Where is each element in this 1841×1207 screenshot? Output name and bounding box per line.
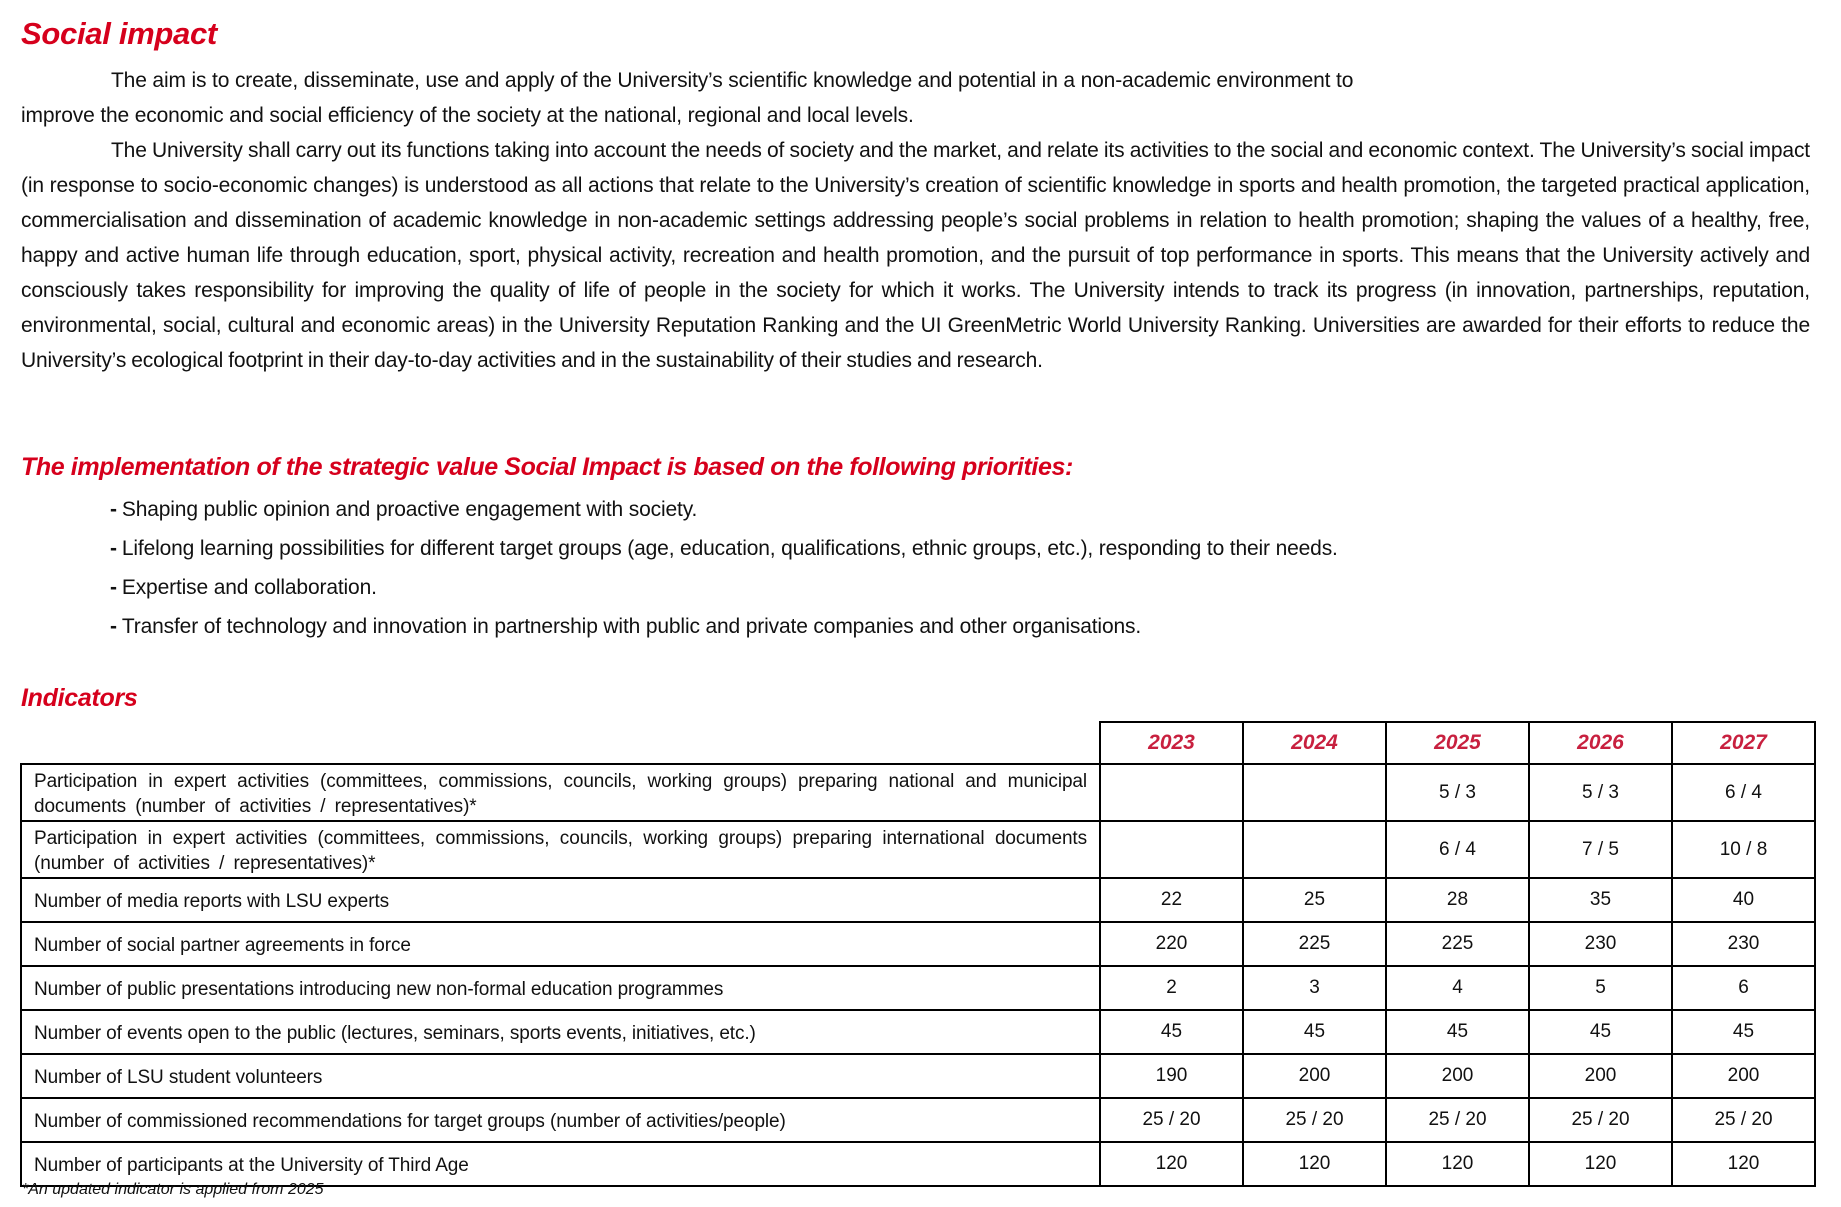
indicator-value: 6 — [1672, 966, 1815, 1010]
indicators-table — [20, 721, 1816, 1187]
indicator-value: 10 / 8 — [1672, 821, 1815, 878]
aim-paragraph — [21, 63, 1810, 133]
table-row — [21, 922, 1815, 966]
indicator-value: 190 — [1100, 1054, 1243, 1098]
priority-item-text: Transfer of technology and innovation in partnership with public and private companies and other organisations. — [121, 615, 1142, 638]
priority-item — [110, 612, 1338, 651]
indicator-value: 22 — [1100, 878, 1243, 922]
indicator-value: 45 — [1529, 1010, 1672, 1054]
indicator-label: Number of social partner agreements in force — [21, 922, 1100, 966]
indicator-value: 200 — [1386, 1054, 1529, 1098]
indicator-value: 5 — [1529, 966, 1672, 1010]
indicator-label: Number of media reports with LSU experts — [21, 878, 1100, 922]
indicator-value: 120 — [1100, 1142, 1243, 1186]
indicator-value: 25 / 20 — [1243, 1098, 1386, 1142]
functions-paragraph — [21, 133, 1810, 378]
indicator-label: Number of public presentations introducing new non-formal education programmes — [21, 966, 1100, 1010]
indicator-value: 230 — [1529, 922, 1672, 966]
indicator-label: Number of participants at the University of Third Age — [21, 1142, 1100, 1186]
indicator-value: 120 — [1243, 1142, 1386, 1186]
bullet-dash-icon: - — [110, 498, 117, 521]
table-row — [21, 1010, 1815, 1054]
priority-item — [110, 534, 1338, 573]
indicator-value: 5 / 3 — [1529, 764, 1672, 821]
indicator-value: 45 — [1100, 1010, 1243, 1054]
indicator-value: 45 — [1243, 1010, 1386, 1054]
priority-item-text: Shaping public opinion and proactive engagement with society. — [121, 498, 698, 521]
indicator-label: Number of events open to the public (lectures, seminars, sports events, initiatives, etc.) — [21, 1010, 1100, 1054]
header-year-2023: 2023 — [1100, 722, 1243, 764]
indicator-value — [1100, 821, 1243, 878]
priority-item — [110, 495, 1338, 534]
indicator-value: 25 / 20 — [1672, 1098, 1815, 1142]
indicator-value: 225 — [1243, 922, 1386, 966]
indicator-value: 230 — [1672, 922, 1815, 966]
header-year-2024: 2024 — [1243, 722, 1386, 764]
header-blank-cell — [21, 722, 1100, 764]
table-row — [21, 878, 1815, 922]
priority-item-text: Lifelong learning possibilities for different target groups (age, education, qualifications, ethnic groups, etc.), responding to their needs. — [121, 537, 1338, 560]
indicator-value: 4 — [1386, 966, 1529, 1010]
indicator-value: 25 / 20 — [1386, 1098, 1529, 1142]
indicator-value — [1243, 764, 1386, 821]
priority-item-text: Expertise and collaboration. — [121, 576, 377, 599]
priorities-heading: The implementation of the strategic value Social Impact is based on the following priorities: — [21, 453, 1073, 481]
indicator-value — [1243, 821, 1386, 878]
header-year-2027: 2027 — [1672, 722, 1815, 764]
aim-paragraph-line-2: improve the economic and social efficiency of the society at the national, regional and local levels. — [21, 104, 914, 127]
indicator-value: 200 — [1529, 1054, 1672, 1098]
aim-paragraph-line-1-text: The aim is to create, disseminate, use and apply of the University’s scientific knowledge and potential in a non-academic environment to — [111, 69, 1354, 92]
bullet-dash-icon: - — [110, 615, 117, 638]
indicator-value: 5 / 3 — [1386, 764, 1529, 821]
table-row — [21, 821, 1815, 878]
indicator-value: 6 / 4 — [1386, 821, 1529, 878]
indicator-value: 120 — [1672, 1142, 1815, 1186]
table-row — [21, 1054, 1815, 1098]
indicators-heading: Indicators — [21, 684, 138, 712]
priority-item — [110, 573, 1338, 612]
table-header-row — [21, 722, 1815, 764]
indicator-value: 28 — [1386, 878, 1529, 922]
indicator-value: 225 — [1386, 922, 1529, 966]
indicator-value: 40 — [1672, 878, 1815, 922]
indicator-value: 7 / 5 — [1529, 821, 1672, 878]
priorities-list — [110, 495, 1338, 651]
indicator-value: 25 / 20 — [1529, 1098, 1672, 1142]
indicator-label: Participation in expert activities (committees, commissions, councils, working groups) preparing international documents (number of activities / representatives)* — [21, 821, 1100, 878]
functions-paragraph-text: The University shall carry out its functions taking into account the needs of society and the market, and relate its activities to the social and economic context. The University’s social impact (in response to socio-economic changes) is understood as all actions that relate to the University’s creation of scientific knowledge in sports and health promotion, the targeted practical application, commercialisation and dissemination of academic knowledge in non-academic settings addressing people’s social problems in relation to health promotion; shaping the values of a healthy, free, happy and active human life through education, sport, physical activity, recreation and health promotion, and the pursuit of top performance in sports. This means that the University actively and consciously takes responsibility for improving the quality of life of people in the society for which it works. The University intends to track its progress (in innovation, partnerships, reputation, environmental, social, cultural and economic areas) in the University Reputation Ranking and the UI GreenMetric World University Ranking. Universities are awarded for their efforts to reduce the University’s ecological footprint in their day-to-day activities and in the sustainability of their studies and research. — [21, 139, 1810, 372]
footnote: *An updated indicator is applied from 2025 — [22, 1181, 324, 1198]
table-row — [21, 1142, 1815, 1186]
indicator-value — [1100, 764, 1243, 821]
indicator-value: 3 — [1243, 966, 1386, 1010]
table-row — [21, 764, 1815, 821]
indicator-value: 200 — [1243, 1054, 1386, 1098]
table-row — [21, 966, 1815, 1010]
indicator-value: 25 — [1243, 878, 1386, 922]
indicator-value: 220 — [1100, 922, 1243, 966]
header-year-2025: 2025 — [1386, 722, 1529, 764]
indicator-label: Number of commissioned recommendations for target groups (number of activities/people) — [21, 1098, 1100, 1142]
indicator-value: 25 / 20 — [1100, 1098, 1243, 1142]
bullet-dash-icon: - — [110, 576, 117, 599]
indicator-value: 6 / 4 — [1672, 764, 1815, 821]
bullet-dash-icon: - — [110, 537, 117, 560]
indicator-value: 2 — [1100, 966, 1243, 1010]
indicator-value: 45 — [1386, 1010, 1529, 1054]
indicator-label: Number of LSU student volunteers — [21, 1054, 1100, 1098]
page-title: Social impact — [21, 16, 217, 51]
header-year-2026: 2026 — [1529, 722, 1672, 764]
indicator-value: 200 — [1672, 1054, 1815, 1098]
indicator-value: 120 — [1529, 1142, 1672, 1186]
indicator-label: Participation in expert activities (committees, commissions, councils, working groups) preparing national and municipal documents (number of activities / representatives)* — [21, 764, 1100, 821]
table-row — [21, 1098, 1815, 1142]
indicator-value: 35 — [1529, 878, 1672, 922]
indicator-value: 120 — [1386, 1142, 1529, 1186]
indicator-value: 45 — [1672, 1010, 1815, 1054]
aim-paragraph-line-1 — [21, 63, 1810, 98]
